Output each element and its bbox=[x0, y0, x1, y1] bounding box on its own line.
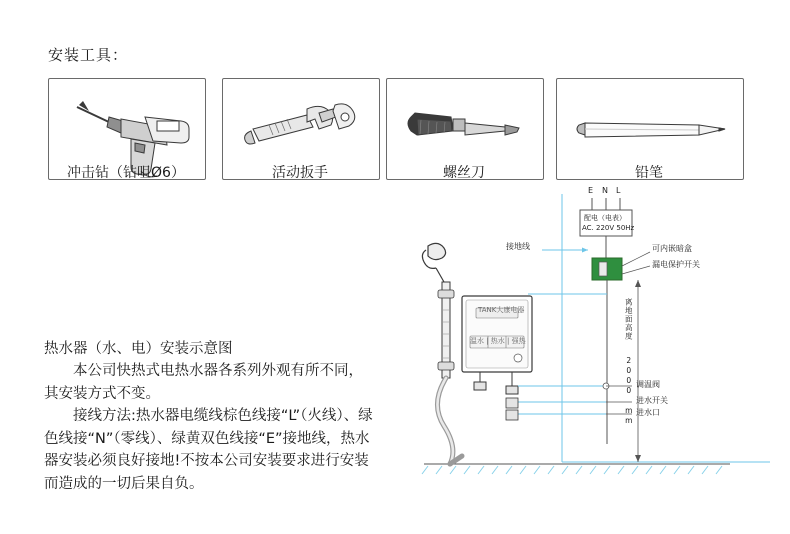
heater-controls-label: 温水 | 热水 | 强热 bbox=[470, 337, 526, 345]
power-box-label-line1: 配电（电表） bbox=[584, 214, 626, 222]
height-value: 2000 mm bbox=[624, 356, 634, 426]
description-heading: 热水器（水、电）安装示意图 bbox=[44, 341, 233, 357]
water-heater-wiring-diagram bbox=[400, 186, 790, 506]
ground-wire-label: 接地线 bbox=[506, 242, 530, 251]
tool-label-wrench: 活动扳手 bbox=[272, 165, 328, 181]
description-paragraph-2: 接线方法:热水器电缆线棕色线接“L”（火线）、绿色线接“N”（零线）、绿黄双色线接“E”接地线，热水器安装必须良好接地!不按本公司安装要求进行安装而造成的一切后果自负。 bbox=[44, 408, 373, 492]
diagram-drawing bbox=[400, 186, 790, 506]
leakage-switch-label: 漏电保护开关 bbox=[652, 260, 700, 269]
tool-label-screwdriver: 螺丝刀 bbox=[443, 165, 485, 181]
water-inlet-label: 进水口 bbox=[636, 408, 660, 417]
description-paragraph-1: 本公司快热式电热水器各系列外观有所不同，其安装方式不变。 bbox=[44, 363, 363, 402]
power-box-label-line2: AC. 220V 50Hz bbox=[582, 224, 635, 232]
terminal-label-n: N bbox=[602, 186, 608, 195]
mixing-valve-label: 调温阀 bbox=[636, 380, 660, 389]
terminal-label-e: E bbox=[588, 186, 594, 195]
tools-section-title: 安装工具： bbox=[48, 46, 129, 64]
water-switch-label: 进水开关 bbox=[636, 396, 668, 405]
description-block bbox=[44, 338, 374, 495]
tool-label-drill: 冲击钻（钻咀Ø6） bbox=[67, 165, 185, 181]
tool-label-pencil: 铅笔 bbox=[635, 165, 663, 181]
heater-brand-label: TANK大康电器 bbox=[478, 306, 525, 314]
concealed-box-label: 可内嵌暗盒 bbox=[652, 244, 692, 253]
height-label: 离地面高度 bbox=[624, 298, 634, 341]
terminal-label-l: L bbox=[616, 186, 621, 195]
